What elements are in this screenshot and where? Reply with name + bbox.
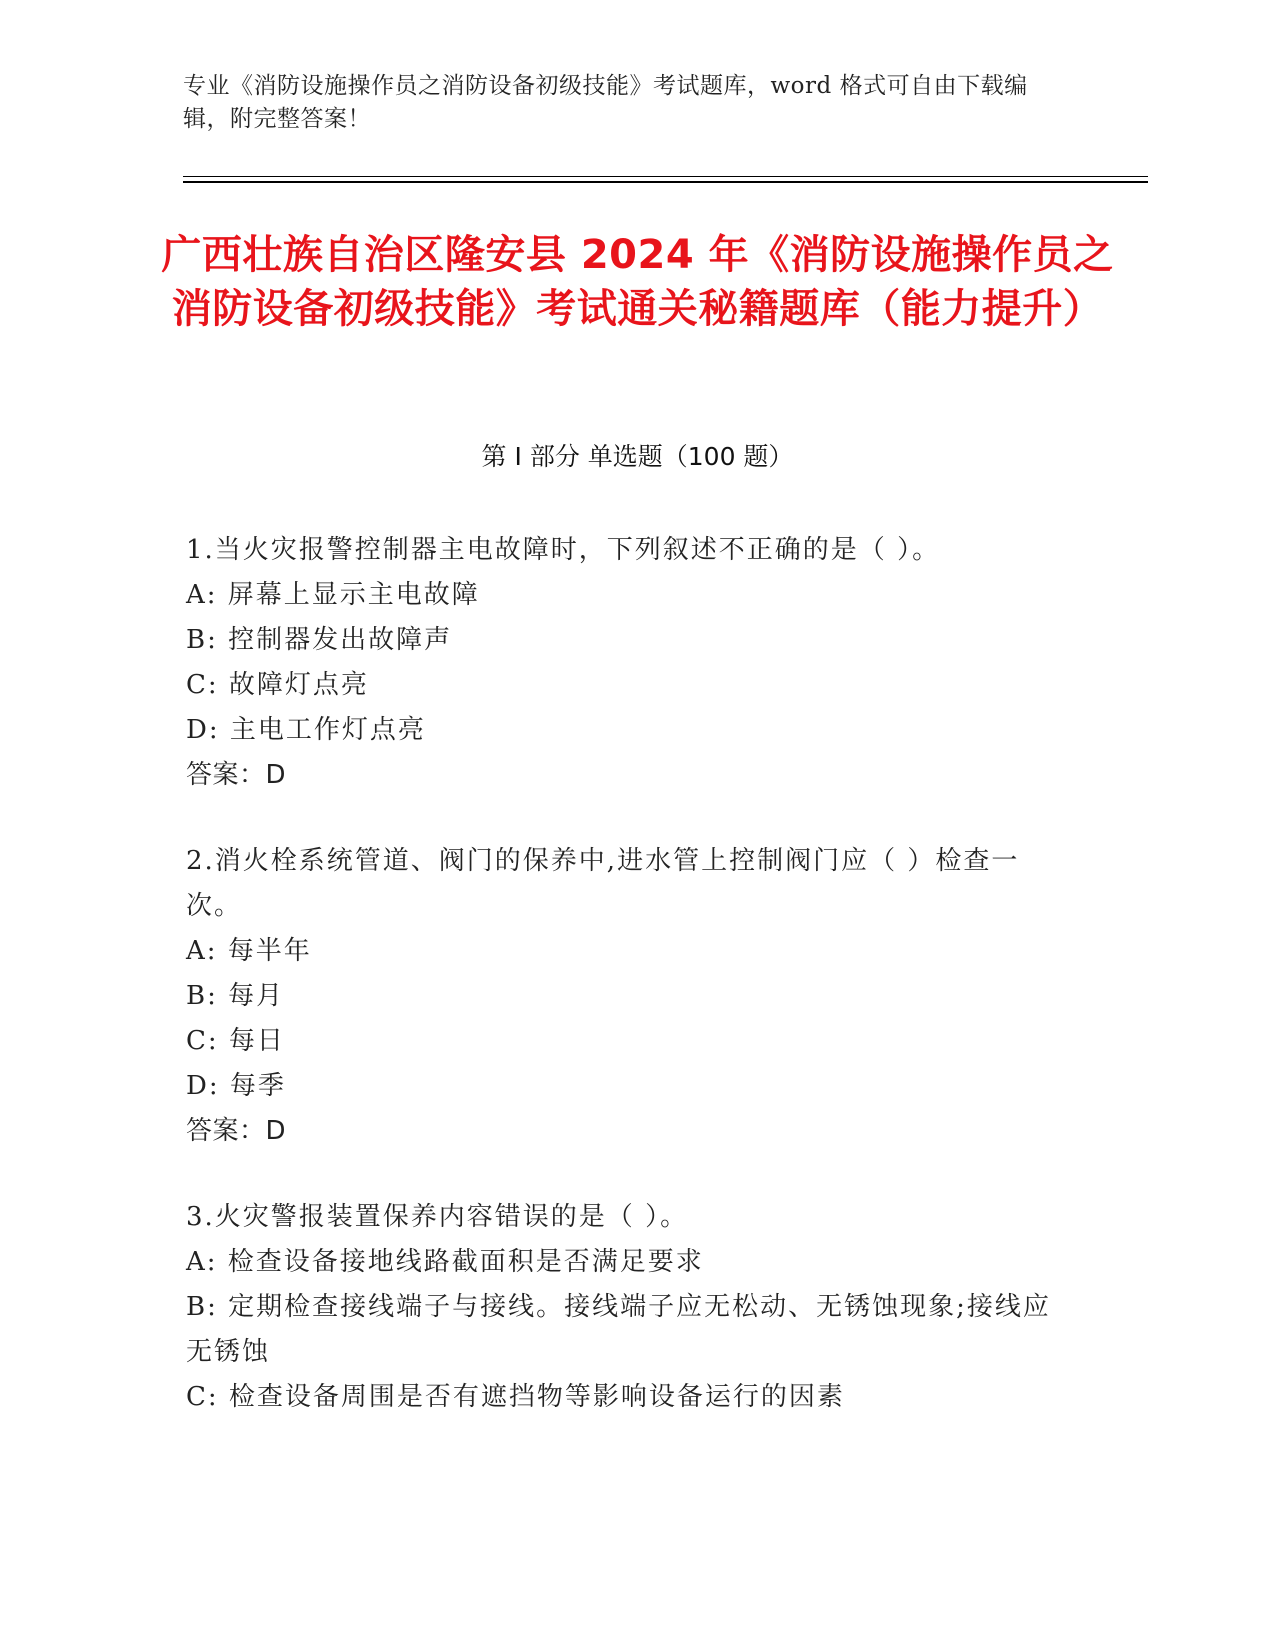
header-divider-thin [183, 176, 1148, 177]
answer: 答案：D [186, 760, 287, 790]
option-b: B: 控制器发出故障声 [186, 625, 453, 655]
question-2 [186, 839, 1066, 1154]
question-list [186, 528, 1066, 1461]
question-text: 1.当火灾报警控制器主电故障时，下列叙述不正确的是（ ）。 [186, 535, 941, 565]
option-a: A: 屏幕上显示主电故障 [186, 580, 480, 610]
option-a: A: 每半年 [186, 936, 312, 966]
question-3 [186, 1195, 1066, 1420]
header-note: 专业《消防设施操作员之消防设备初级技能》考试题库，word 格式可自由下载编辑，附完整答案！ [183, 73, 1028, 132]
document-title: 广西壮族自治区隆安县 2024 年《消防设施操作员之消防设备初级技能》考试通关秘籍题库（能力提升） [161, 232, 1114, 332]
option-c: C: 故障灯点亮 [186, 670, 369, 700]
option-d: D: 主电工作灯点亮 [186, 715, 426, 745]
answer: 答案：D [186, 1116, 287, 1146]
question-1 [186, 528, 1066, 798]
option-a: A: 检查设备接地线路截面积是否满足要求 [186, 1247, 704, 1277]
question-text: 2.消火栓系统管道、阀门的保养中,进水管上控制阀门应（ ）检查一次。 [186, 846, 1020, 921]
option-c: C: 每日 [186, 1026, 285, 1056]
question-text: 3.火灾警报装置保养内容错误的是（ ）。 [186, 1202, 689, 1232]
option-b: B: 定期检查接线端子与接线。接线端子应无松动、无锈蚀现象;接线应无锈蚀 [186, 1292, 1051, 1367]
option-c: C: 检查设备周围是否有遮挡物等影响设备运行的因素 [186, 1382, 845, 1412]
section-title: 第 I 部分 单选题（100 题） [481, 442, 794, 471]
option-d: D: 每季 [186, 1071, 286, 1101]
option-b: B: 每月 [186, 981, 285, 1011]
header-divider-thick [183, 181, 1148, 183]
